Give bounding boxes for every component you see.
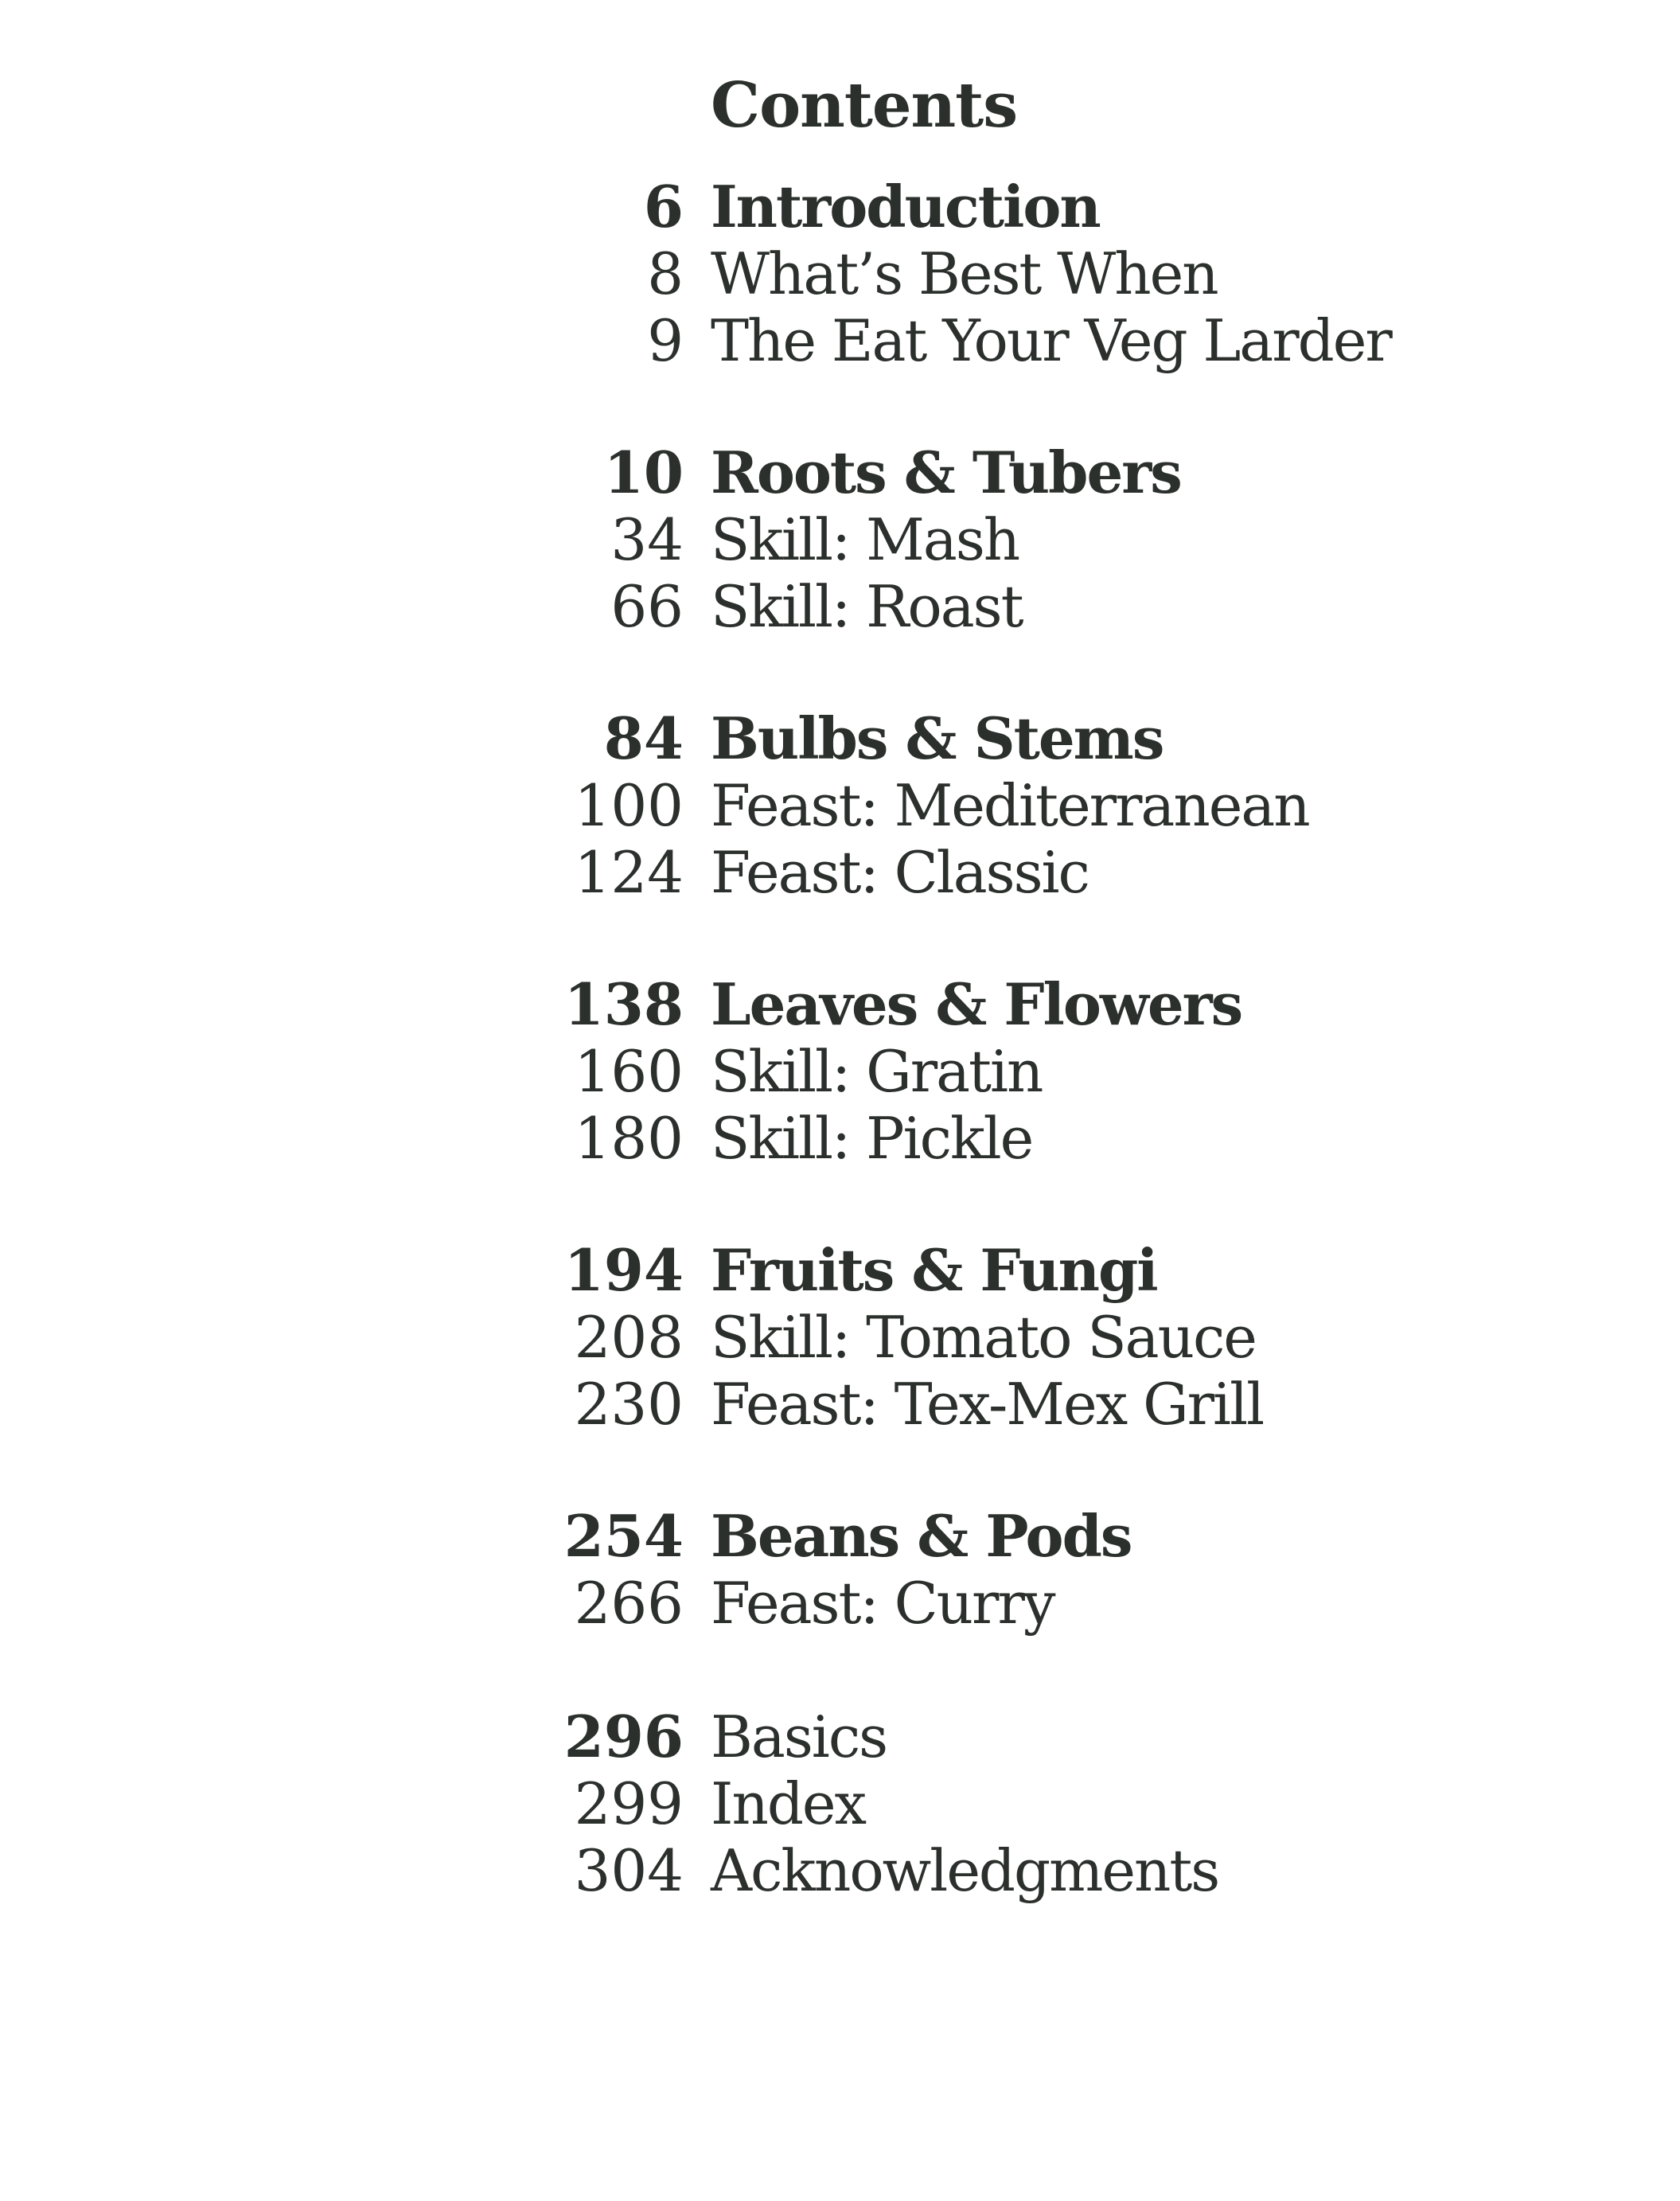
toc-entry-label: Skill: Pickle [711, 1105, 1033, 1172]
toc-entry-label: Roots & Tubers [711, 439, 1181, 506]
toc-section-back-matter [0, 1703, 1680, 1904]
toc-entry[interactable] [0, 1770, 1680, 1837]
toc-entry-label: Fruits & Fungi [711, 1236, 1157, 1304]
page-title: Contents [711, 69, 1018, 142]
toc-entry[interactable] [0, 772, 1680, 839]
toc-entry[interactable] [0, 705, 1680, 772]
toc-entry[interactable] [0, 573, 1680, 640]
toc-entry[interactable] [0, 1703, 1680, 1770]
toc-entry-label: Feast: Mediterranean [711, 772, 1309, 839]
toc-entry[interactable] [0, 1503, 1680, 1570]
toc-entry-label: Introduction [711, 173, 1100, 240]
toc-page-number: 84 [603, 704, 684, 772]
toc-entry-label: Feast: Tex-Mex Grill [711, 1371, 1264, 1438]
toc-section-roots-tubers [0, 439, 1680, 640]
toc-page-number: 160 [574, 1038, 684, 1105]
toc-entry[interactable] [0, 506, 1680, 573]
toc-entry[interactable] [0, 174, 1680, 240]
toc-entry-label: Index [711, 1770, 866, 1837]
toc-entry-label: Feast: Classic [711, 839, 1089, 906]
toc-page-number: 8 [647, 240, 684, 307]
toc-page-number: 100 [574, 772, 684, 839]
toc-entry[interactable] [0, 307, 1680, 374]
toc-page-number: 9 [647, 307, 684, 374]
toc-page-number: 299 [574, 1770, 684, 1837]
toc-page-number: 66 [610, 573, 684, 640]
toc-entry-label: What’s Best When [711, 240, 1218, 307]
toc-entry-label: The Eat Your Veg Larder [711, 307, 1391, 374]
toc-page-number: 34 [610, 506, 684, 573]
toc-entry[interactable] [0, 971, 1680, 1038]
toc-page-number: 230 [574, 1371, 684, 1438]
toc-entry-label: Basics [711, 1703, 887, 1770]
toc-page-number: 208 [574, 1304, 684, 1371]
toc-page-number: 138 [563, 970, 684, 1038]
toc-entry[interactable] [0, 240, 1680, 307]
toc-section-bulbs-stems [0, 705, 1680, 906]
toc-page-number: 10 [603, 439, 684, 506]
toc-entry-label: Leaves & Flowers [711, 970, 1242, 1038]
toc-page-number: 6 [643, 173, 684, 240]
toc-page-number: 296 [563, 1703, 684, 1770]
toc-section-fruits-fungi [0, 1237, 1680, 1438]
toc-entry[interactable] [0, 1038, 1680, 1105]
toc-entry[interactable] [0, 1837, 1680, 1904]
toc-entry[interactable] [0, 1304, 1680, 1371]
toc-page-number: 254 [563, 1502, 684, 1570]
toc-page-number: 180 [574, 1105, 684, 1172]
toc-entry[interactable] [0, 1371, 1680, 1438]
toc-entry[interactable] [0, 1237, 1680, 1304]
toc-page-number: 124 [574, 839, 684, 906]
toc-entry-label: Feast: Curry [711, 1570, 1054, 1637]
toc-entry-label: Skill: Gratin [711, 1038, 1043, 1105]
toc-section-introduction [0, 174, 1680, 374]
toc-page-number: 266 [574, 1570, 684, 1637]
toc-entry-label: Bulbs & Stems [711, 704, 1164, 772]
toc-entry-label: Skill: Roast [711, 573, 1023, 640]
toc-section-beans-pods [0, 1503, 1680, 1637]
toc-entry[interactable] [0, 1105, 1680, 1172]
toc-entry-label: Acknowledgments [711, 1837, 1219, 1904]
toc-entry-label: Skill: Mash [711, 506, 1019, 573]
toc-entry[interactable] [0, 839, 1680, 906]
toc-section-leaves-flowers [0, 971, 1680, 1172]
toc-entry-label: Skill: Tomato Sauce [711, 1304, 1256, 1371]
toc-page-number: 194 [563, 1236, 684, 1304]
toc-entry[interactable] [0, 439, 1680, 506]
toc-entry-label: Beans & Pods [711, 1502, 1132, 1570]
toc-page-number: 304 [574, 1837, 684, 1904]
toc-entry[interactable] [0, 1570, 1680, 1637]
